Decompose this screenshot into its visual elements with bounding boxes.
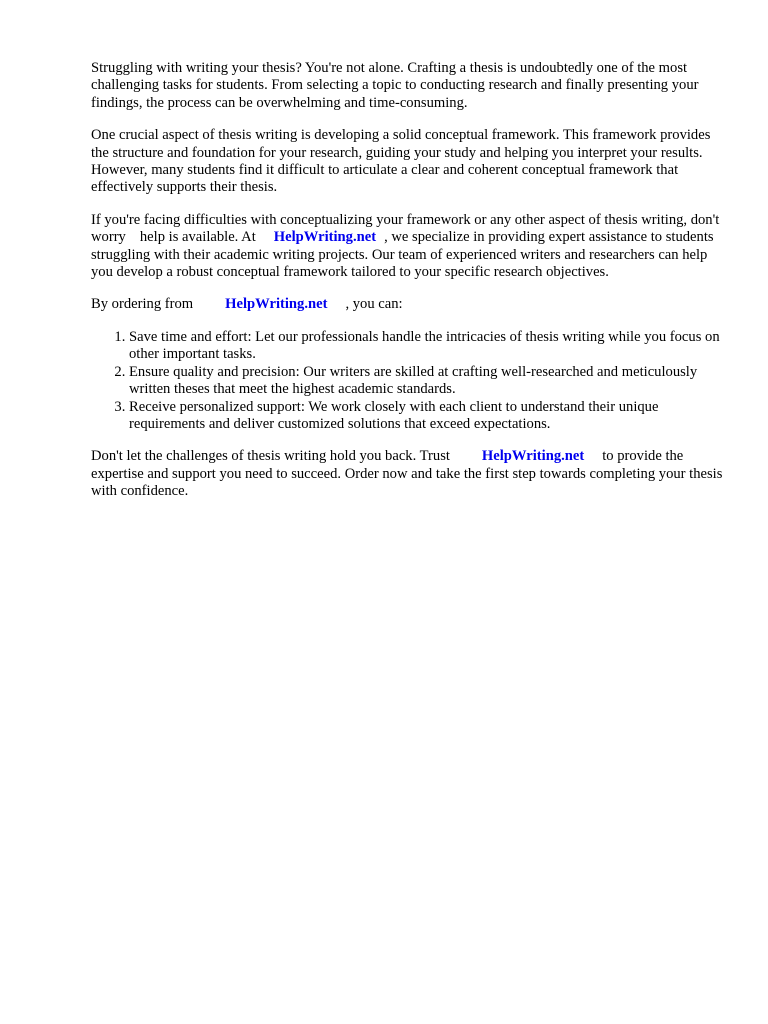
closing-text-before: Don't let the challenges of thesis writing hold you back. Trust bbox=[91, 448, 450, 465]
help-paragraph bbox=[91, 212, 731, 282]
benefits-list bbox=[91, 329, 731, 433]
helpwriting-link[interactable]: HelpWriting.net bbox=[481, 448, 585, 465]
ordering-text-after: , you can: bbox=[345, 296, 403, 313]
closing-text-after: to provide the expertise and support you need to succeed. Order now and take the first step towards completing your thesis with confidence. bbox=[91, 448, 723, 500]
intro-paragraph: Struggling with writing your thesis? You're not alone. Crafting a thesis is undoubtedly one of the most challenging tasks for students. From selecting a topic to conducting research and finally presenting your findings, the process can be overwhelming and time-consuming. bbox=[91, 60, 699, 111]
ordering-paragraph bbox=[91, 296, 731, 313]
help-text-part-3: , we specialize in providing expert assistance to students struggling with their academic writing projects. Our team of experienced writers and researchers can help you develop a robust conceptual framework tailored to your specific research objectives. bbox=[91, 229, 714, 281]
help-text-part-1: If you're facing difficulties with conceptualizing your framework or any other aspect of thesis writing, don't worry bbox=[91, 211, 720, 246]
help-text-part-2: help is available. At bbox=[139, 229, 256, 246]
list-item: 3. Receive personalized support: We work closely with each client to understand their unique requirements and deliver customized solutions that exceed expectations. bbox=[129, 399, 731, 434]
closing-paragraph bbox=[91, 448, 731, 500]
list-item: 1. Save time and effort: Let our professionals handle the intricacies of thesis writing while you focus on other important tasks. bbox=[129, 329, 731, 364]
helpwriting-link[interactable]: HelpWriting.net bbox=[225, 296, 328, 313]
ordering-text-before: By ordering from bbox=[91, 296, 194, 313]
document-page bbox=[91, 60, 731, 516]
framework-paragraph: One crucial aspect of thesis writing is developing a solid conceptual framework. This framework provides the structure and foundation for your research, guiding your study and helping you interpret your results. However, many students find it difficult to articulate a clear and coherent conceptual framework that effectively supports their thesis. bbox=[91, 127, 711, 196]
helpwriting-link[interactable]: HelpWriting.net bbox=[273, 229, 377, 246]
list-item: 2. Ensure quality and precision: Our writers are skilled at crafting well-researched and meticulously written theses that meet the highest academic standards. bbox=[129, 364, 731, 399]
